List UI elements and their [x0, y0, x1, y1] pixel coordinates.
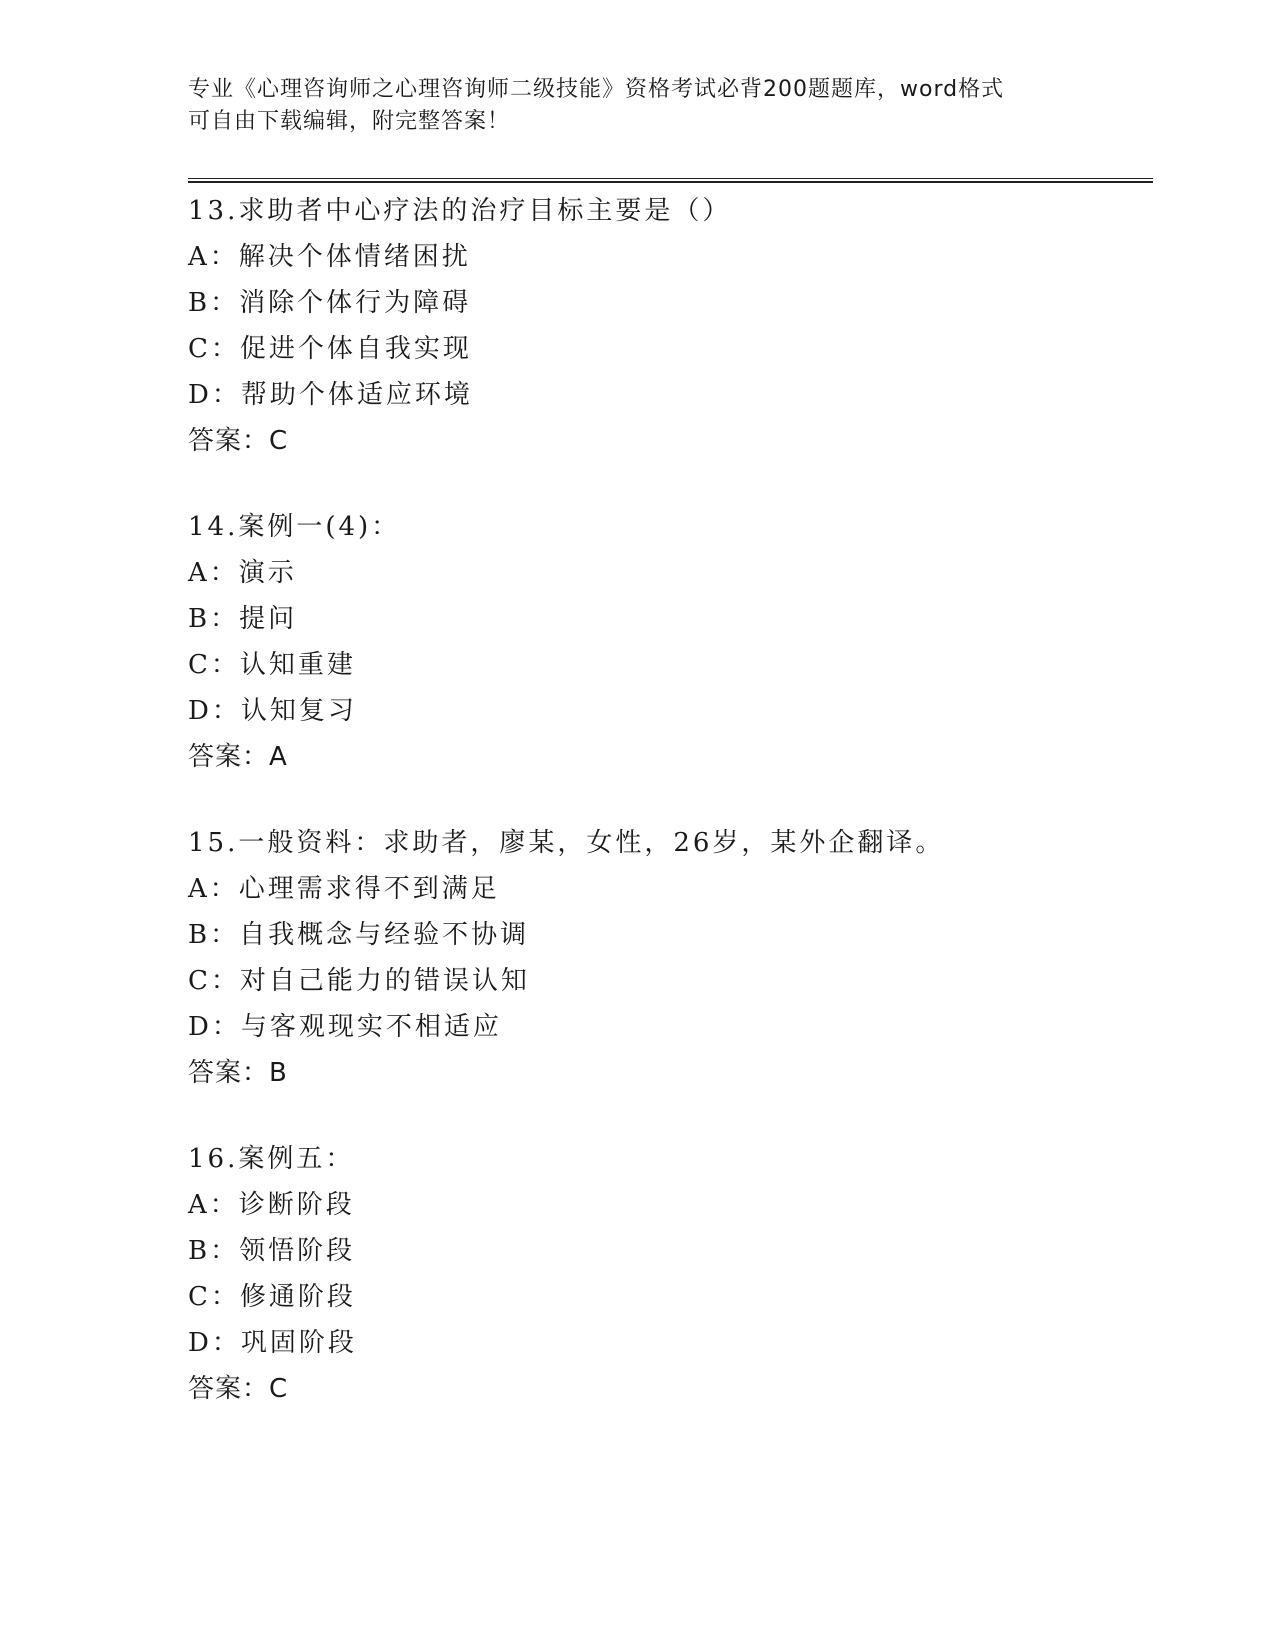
option-d: D：帮助个体适应环境: [188, 380, 473, 410]
question-stem: 13.求助者中心疗法的治疗目标主要是（）: [188, 196, 732, 226]
option-d: D：与客观现实不相适应: [188, 1012, 502, 1042]
option-a: A：解决个体情绪困扰: [188, 242, 471, 272]
option-a: A：演示: [188, 558, 297, 588]
option-b: B：自我概念与经验不协调: [188, 920, 530, 950]
question-list: [188, 188, 1148, 1452]
answer-line: 答案：C: [188, 426, 289, 456]
option-a: A：心理需求得不到满足: [188, 874, 500, 904]
question-16: [188, 1136, 1148, 1412]
option-d: D：认知复习: [188, 696, 357, 726]
question-14: [188, 504, 1148, 780]
option-c: C：促进个体自我实现: [188, 334, 472, 364]
header-divider: [188, 178, 1153, 183]
option-c: C：对自己能力的错误认知: [188, 966, 530, 996]
answer-line: 答案：A: [188, 742, 288, 772]
question-13: [188, 188, 1148, 464]
question-stem: 16.案例五：: [188, 1144, 355, 1174]
option-b: B：领悟阶段: [188, 1236, 356, 1266]
question-stem: 15.一般资料：求助者，廖某，女性，26岁，某外企翻译。: [188, 828, 945, 858]
answer-line: 答案：B: [188, 1058, 288, 1088]
option-d: D：巩固阶段: [188, 1328, 357, 1358]
option-c: C：修通阶段: [188, 1282, 356, 1312]
question-15: [188, 820, 1148, 1096]
question-stem: 14.案例一(4)：: [188, 512, 401, 542]
answer-line: 答案：C: [188, 1374, 289, 1404]
option-b: B：提问: [188, 604, 298, 634]
header-line-1: 专业《心理咨询师之心理咨询师二级技能》资格考试必背200题题库，word格式: [188, 77, 1005, 102]
document-header: [188, 74, 1088, 138]
option-b: B：消除个体行为障碍: [188, 288, 472, 318]
header-line-2: 可自由下载编辑，附完整答案！: [188, 109, 511, 134]
option-c: C：认知重建: [188, 650, 356, 680]
option-a: A：诊断阶段: [188, 1190, 355, 1220]
